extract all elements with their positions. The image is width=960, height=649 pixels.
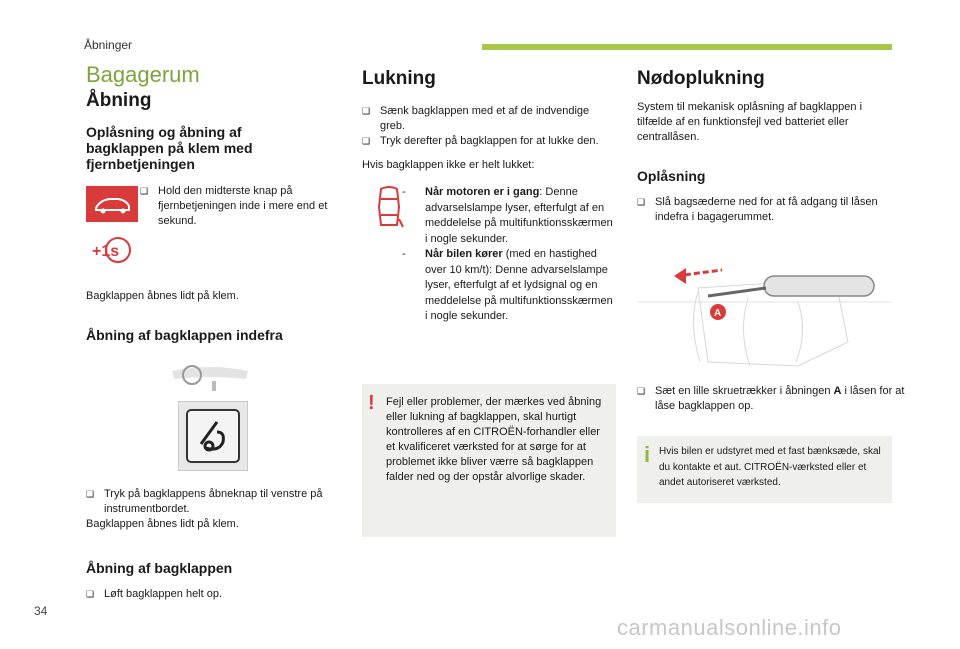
engine-running-item xyxy=(402,185,616,247)
bullet-mark: ❑ xyxy=(86,489,95,499)
unlocking-heading: Oplåsning xyxy=(637,168,706,184)
unlocking-step-2 xyxy=(637,384,905,414)
driving-label: Når bilen kører xyxy=(425,248,503,260)
engine-running-label: Når motoren er i gang xyxy=(425,186,540,198)
column-closing xyxy=(362,62,616,325)
lift-heading: Åbning af bagklappen xyxy=(86,560,233,576)
inside-instruction xyxy=(86,487,346,517)
lock-screwdriver-illustration xyxy=(638,262,892,374)
hold-one-second-icon xyxy=(90,236,130,260)
remote-instruction-text: Hold den midterste knap på fjernbetjeningen inde i mere end et sekund. xyxy=(158,185,328,227)
warning-lamp-section xyxy=(362,185,616,325)
closing-title: Lukning xyxy=(362,68,436,89)
warning-icon: ! xyxy=(368,392,375,414)
watermark: carmanualsonline.info xyxy=(617,615,842,640)
remote-instruction xyxy=(140,184,354,229)
emergency-title: Nødoplukning xyxy=(637,68,765,89)
label-a: A xyxy=(714,308,722,319)
lift-instruction-text: Løft bagklappen helt op. xyxy=(104,588,223,600)
warning-box xyxy=(362,384,616,537)
info-box xyxy=(637,436,892,503)
dash-mark: - xyxy=(402,186,406,198)
info-text: Hvis bilen er udstyret med et fast bænksæde, skal du kontakte et aut. CITROËN-værksted eller et andet autoriseret værksted. xyxy=(659,446,881,488)
warning-text: Fejl eller problemer, der mærkes ved åbning eller lukning af bagklappen, skal hurtigt kontrolleres af en CITROËN-forhandler eller et kvalificeret værksted for at sørge for at problemet ikke bliver værre så bagklappen falder ned og der opstår alvorlige skader. xyxy=(386,396,602,483)
closing-step-1 xyxy=(362,104,616,134)
column-emergency xyxy=(637,62,892,225)
dash-mark: - xyxy=(402,248,406,260)
unlocking-step-1 xyxy=(637,195,892,225)
inside-result: Bagklappen åbnes lidt på klem. xyxy=(86,518,239,530)
unlocking-step-2-text: Sæt en lille skruetrækker i åbningen A i låsen for at låse bagklappen op. xyxy=(655,385,905,412)
driving-item xyxy=(402,247,616,325)
dashboard-sketch-icon xyxy=(170,363,250,399)
opening-title: Åbning xyxy=(86,90,152,111)
bullet-mark: ❑ xyxy=(362,136,371,146)
car-open-warning-icon xyxy=(372,185,406,229)
inside-figure xyxy=(86,363,334,483)
lift-instruction xyxy=(86,587,334,602)
tailgate-button-icon xyxy=(178,401,248,471)
emergency-intro: System til mekanisk oplåsning af bagklappen i tilfælde af en funktionsfejl ved batteriet eller centrallåsen. xyxy=(637,101,863,143)
column-opening xyxy=(86,62,334,602)
hold-badge-label: +1s xyxy=(92,243,120,260)
remote-heading: Oplåsning og åbning af bagklappen på klem med fjernbetjeningen xyxy=(86,124,253,172)
remote-result: Bagklappen åbnes lidt på klem. xyxy=(86,290,239,302)
info-icon: i xyxy=(644,442,651,467)
inside-instruction-text: Tryk på bagklappens åbneknap til venstre på instrumentbordet. xyxy=(104,488,323,515)
chapter-title: Bagagerum xyxy=(86,62,200,87)
driving-text: (med en hastighed over 10 km/t): Denne advarselslampe lyser, efterfulgt af et lydsignal og en meddelelse på multifunktionsskærmen i nogle sekunder. xyxy=(425,248,613,322)
bullet-mark: ❑ xyxy=(362,106,371,116)
closing-step-2 xyxy=(362,134,616,149)
unlocking-step-1-text: Slå bagsæderne ned for at få adgang til låsen indefra i bagagerummet. xyxy=(655,196,878,223)
warning-lamp-conditions xyxy=(402,185,616,325)
tailgate-remote-icon xyxy=(86,186,138,222)
closing-step-1-text: Sænk bagklappen med et af de indvendige greb. xyxy=(380,105,590,132)
bullet-mark: ❑ xyxy=(140,186,149,196)
page-number: 34 xyxy=(34,604,48,618)
engine-running-text: : Denne advarselslampe lyser, efterfulgt af en meddelelse på multifunktionsskærmen i nogle sekunder. xyxy=(425,186,613,245)
bullet-mark: ❑ xyxy=(637,197,646,207)
section-title: Åbninger xyxy=(84,38,133,52)
bullet-mark: ❑ xyxy=(86,589,95,599)
inside-heading: Åbning af bagklappen indefra xyxy=(86,327,283,343)
bullet-mark: ❑ xyxy=(637,386,646,396)
remote-section xyxy=(86,184,334,284)
closing-step-2-text: Tryk derefter på bagklappen for at lukke den. xyxy=(380,135,599,147)
header-accent-bar xyxy=(482,44,892,50)
not-closed-text: Hvis bagklappen ikke er helt lukket: xyxy=(362,159,535,171)
